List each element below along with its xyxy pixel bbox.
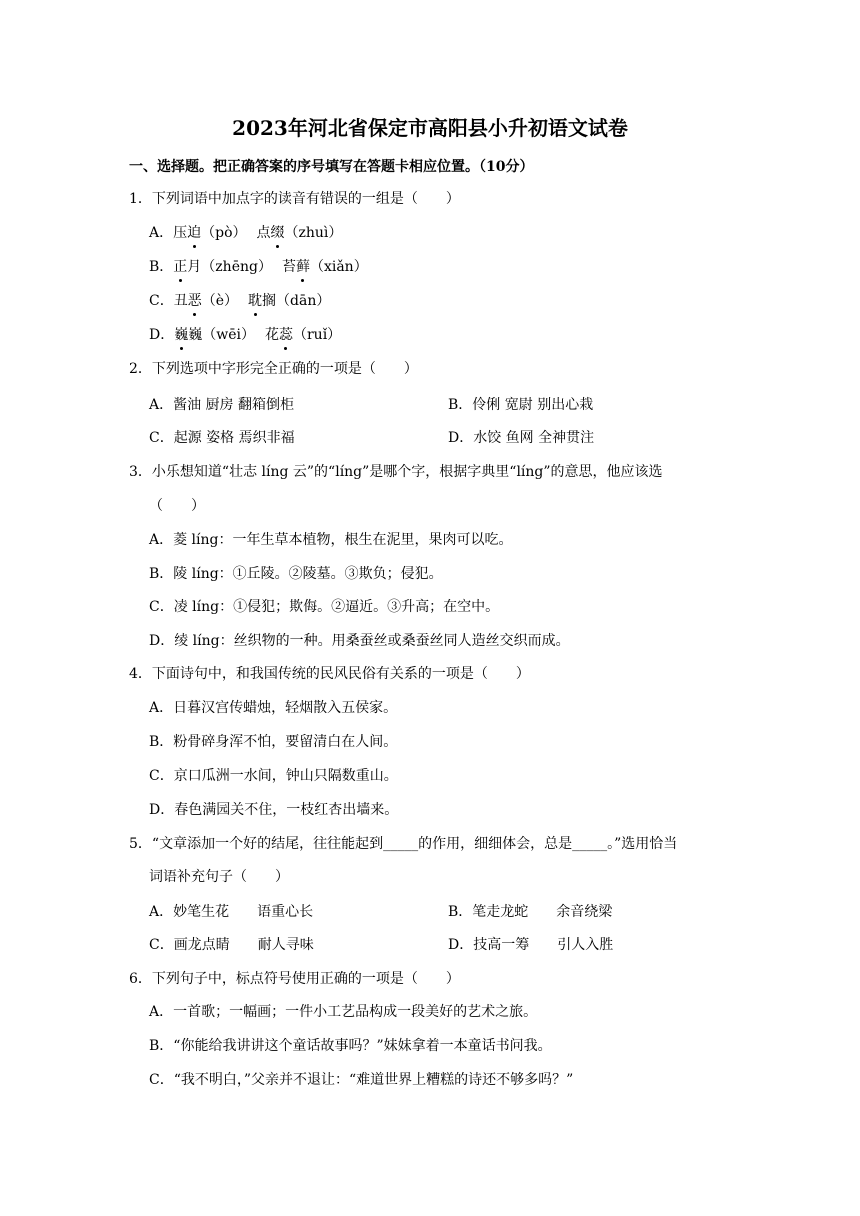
question-1-option-b: B．正月（zhēng） 苔藓（xiǎn） — [149, 259, 368, 275]
question-5-option-b: B．笔走龙蛇 余音绕梁 — [448, 904, 613, 920]
question-4-option-a: A．日暮汉宫传蜡烛，轻烟散入五侯家。 — [149, 700, 398, 716]
question-3-stem-continued: （ ） — [149, 498, 205, 514]
question-1-option-a: A．压迫（pò） 点缀（zhuì） — [149, 225, 343, 241]
question-2-option-c: C．起源 姿格 焉织非福 — [149, 430, 295, 446]
question-2-option-b: B．伶俐 宽尉 别出心栽 — [448, 397, 594, 413]
question-1-option-c: C．丑恶（è） 耽搁（dān） — [149, 293, 331, 309]
question-3-option-b: B．陵 líng：①丘陵。②陵墓。③欺负；侵犯。 — [149, 566, 443, 582]
question-4-option-d: D．春色满园关不住，一枝红杏出墙来。 — [149, 802, 399, 818]
page-title: 2023年河北省保定市高阳县小升初语文试卷 — [232, 116, 628, 140]
section-heading: 一、选择题。把正确答案的序号填写在答题卡相应位置。（10分） — [129, 159, 534, 175]
question-6-stem: 6．下列句子中，标点符号使用正确的一项是（ ） — [129, 971, 460, 987]
question-5-stem: 5．“文章添加一个好的结尾，往往能起到_____的作用，细细体会，总是_____。”选用恰当 — [129, 836, 678, 852]
question-4-option-b: B．粉骨碎身浑不怕，要留清白在人间。 — [149, 734, 398, 750]
question-6-option-c: C．“我不明白，”父亲并不退让：“难道世界上糟糕的诗还不够多吗？” — [149, 1072, 574, 1088]
question-3-stem: 3．小乐想知道“壮志 líng 云”的“líng”是哪个字，根据字典里“líng”的意思，他应该选 — [129, 464, 663, 480]
question-4-option-c: C．京口瓜洲一水间，钟山只隔数重山。 — [149, 768, 398, 784]
question-5-stem-continued: 词语补充句子（ ） — [149, 869, 289, 885]
question-6-option-a: A．一首歌；一幅画；一件小工艺品构成一段美好的艺术之旅。 — [149, 1004, 538, 1020]
question-3-option-a: A．菱 líng：一年生草本植物，根生在泥里，果肉可以吃。 — [149, 532, 513, 548]
question-5-option-d: D．技高一筹 引人入胜 — [448, 937, 614, 953]
question-1-stem: 1．下列词语中加点字的读音有错误的一组是（ ） — [129, 191, 460, 207]
question-5-option-c: C．画龙点睛 耐人寻味 — [149, 937, 314, 953]
question-3-option-c: C．凌 líng：①侵犯；欺侮。②逼近。③升高；在空中。 — [149, 599, 500, 615]
question-2-option-a: A．酱油 厨房 翻箱倒柜 — [149, 397, 295, 413]
question-3-option-d: D．绫 líng：丝织物的一种。用桑蚕丝或桑蚕丝同人造丝交织而成。 — [149, 633, 570, 649]
question-1-option-d: D．巍巍（wēi） 花蕊（ruǐ） — [149, 327, 342, 343]
question-6-option-b: B．“你能给我讲讲这个童话故事吗？”妹妹拿着一本童话书问我。 — [149, 1038, 552, 1054]
question-2-option-d: D．水饺 鱼网 全神贯注 — [448, 430, 595, 446]
question-2-stem: 2．下列选项中字形完全正确的一项是（ ） — [129, 361, 418, 377]
question-5-option-a: A．妙笔生花 语重心长 — [149, 904, 314, 920]
question-4-stem: 4．下面诗句中，和我国传统的民风民俗有关系的一项是（ ） — [129, 666, 530, 682]
